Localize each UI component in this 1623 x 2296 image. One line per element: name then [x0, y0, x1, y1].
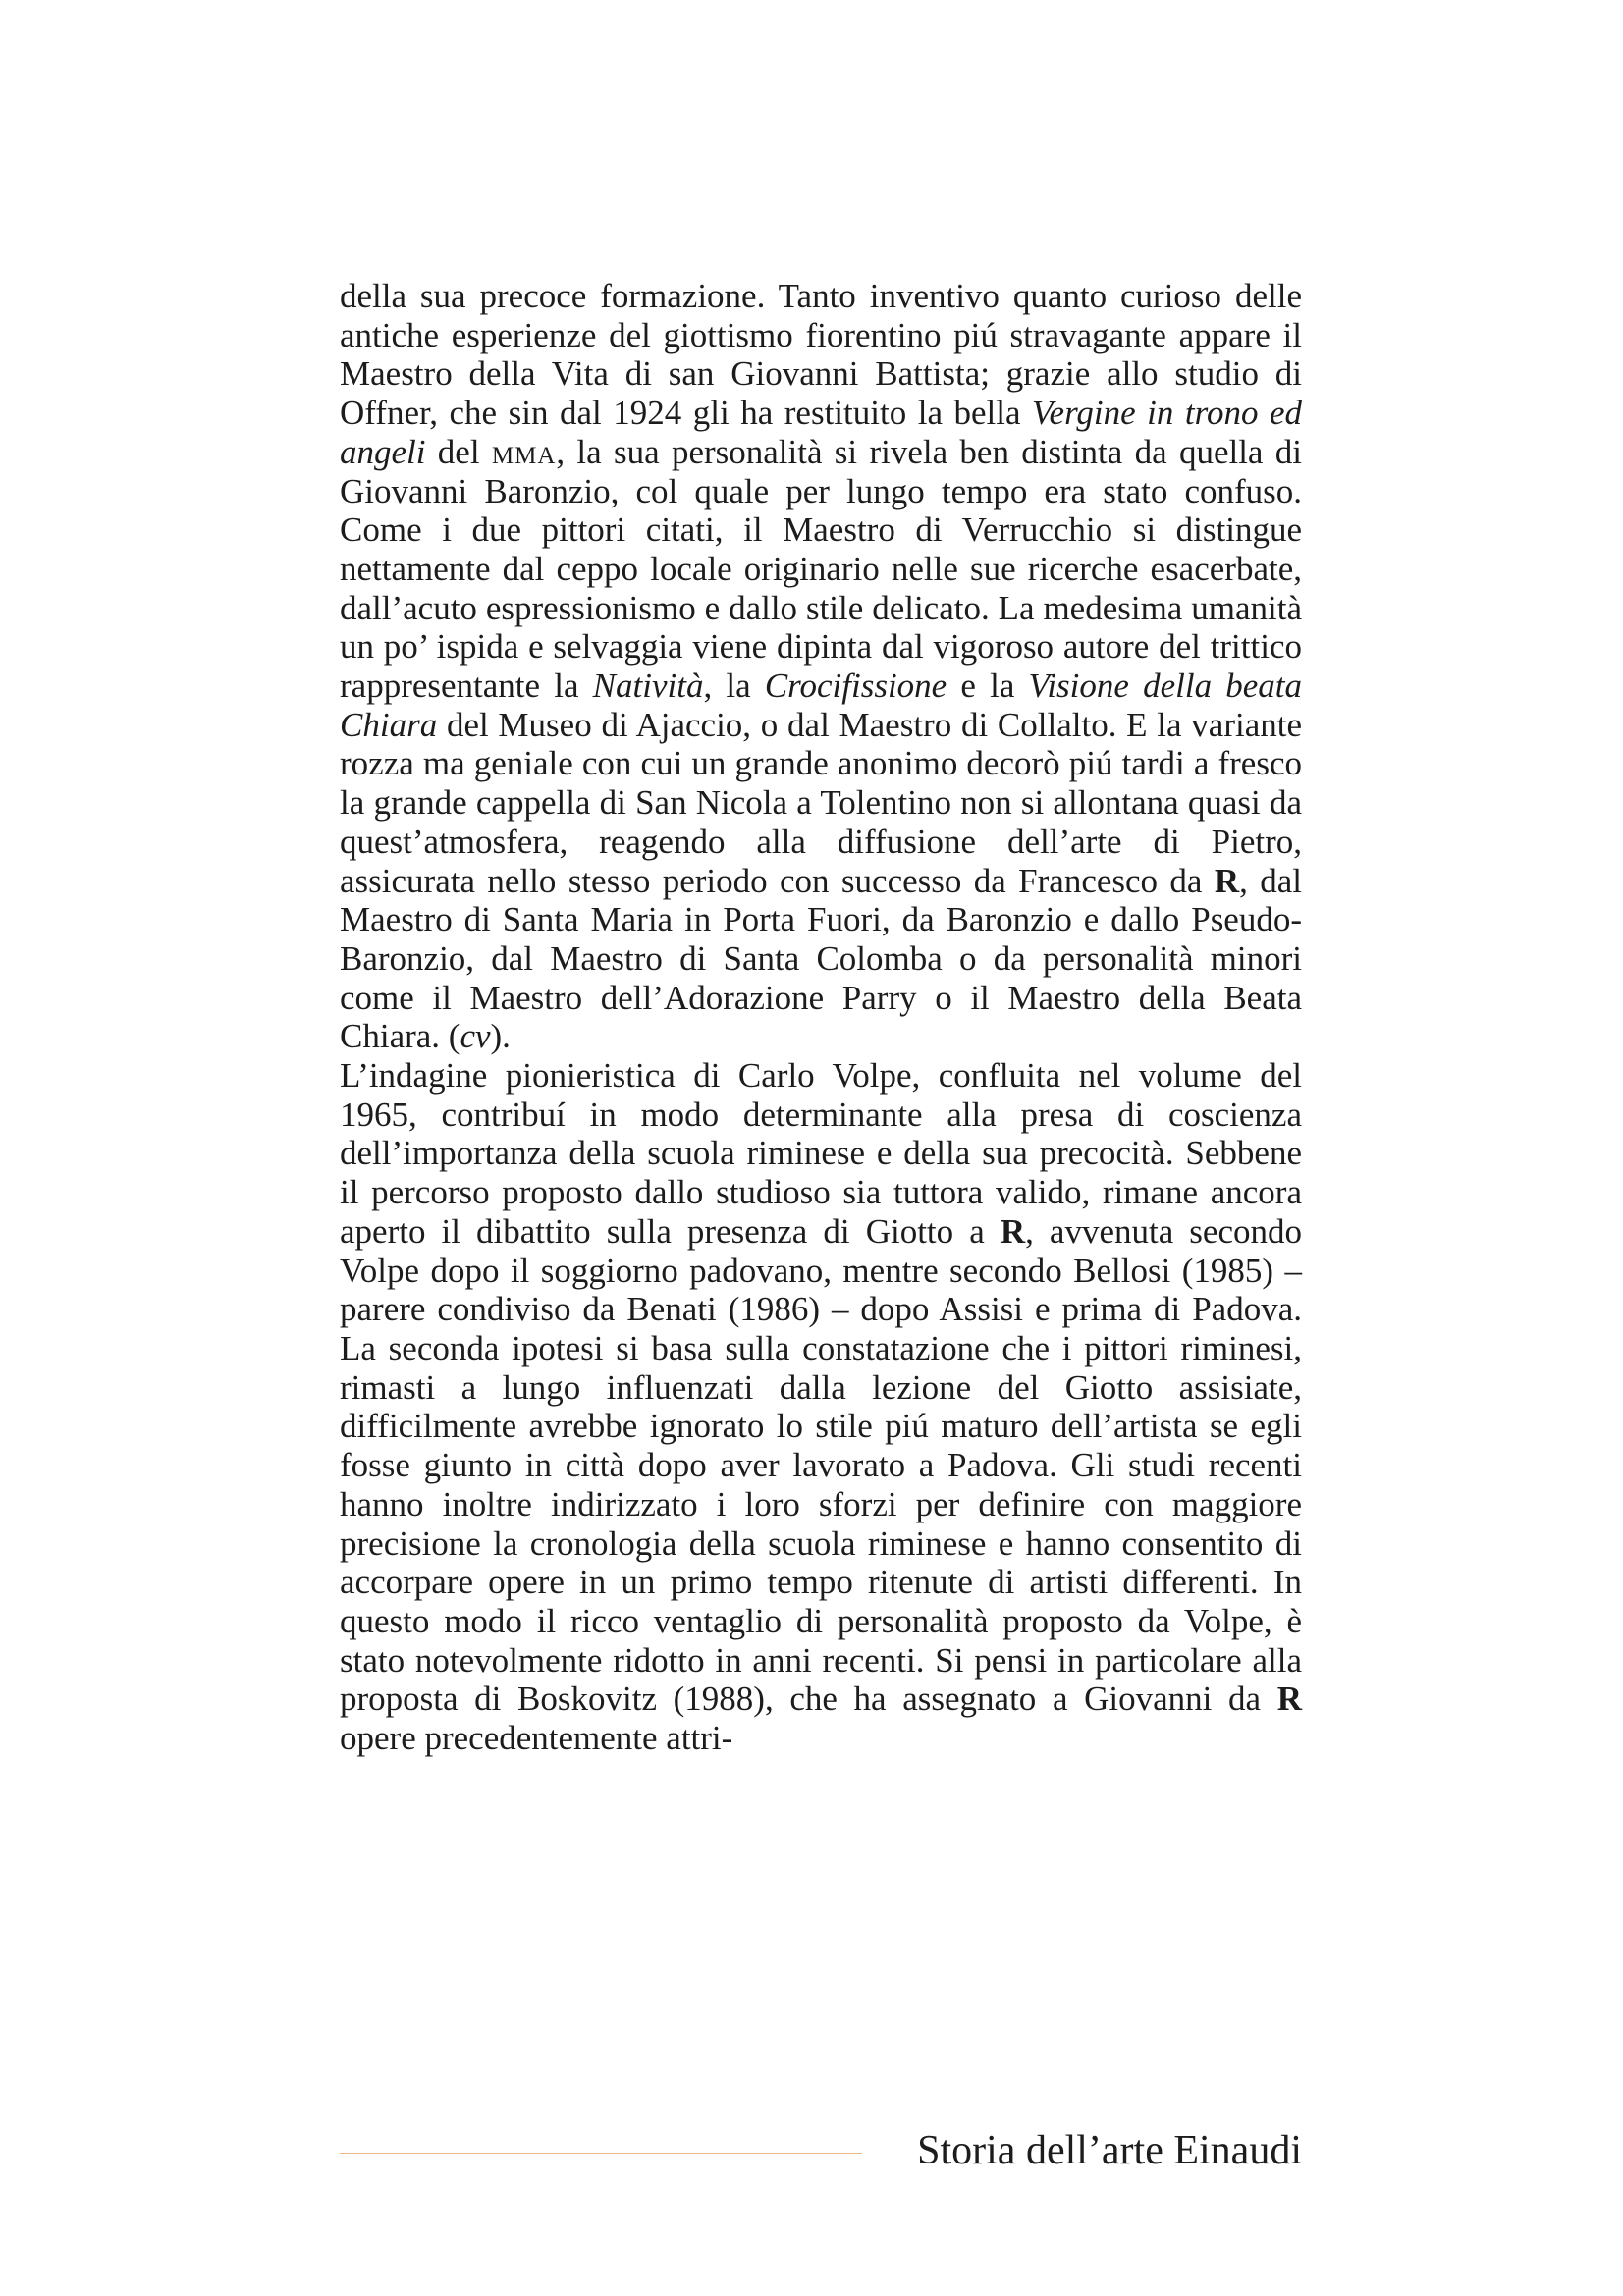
p1-text: del Museo di Ajaccio, o dal Maestro di Collalto. E la variante rozza ma geniale con cui un grande anonimo decorò piú tardi a fresco la grande cappella di San Nicola a Tolentino non si allontana quasi da quest’atmosfera, reagendo alla diffusione dell’arte di Pietro, assicurata nello stesso periodo con successo da Francesco da — [340, 705, 1302, 900]
paragraph-1 — [340, 277, 1302, 1056]
artwork-title: Crocifissione — [764, 667, 947, 706]
paragraph-2 — [340, 1056, 1302, 1758]
p1-text: e la — [947, 667, 1029, 706]
p1-text: della sua precoce formazione. Tanto inventivo quanto curioso delle antiche esperienze del giottismo fiorentino piú stravagante appare il Maestro della Vita di san Giovanni Battista; grazie allo studio di Offner, che sin dal 1924 gli ha restituito la bella — [340, 277, 1302, 433]
author-initials: cv — [460, 1017, 491, 1056]
p1-text: , dal Maestro di Santa Maria in Porta Fuori, da Baronzio e dallo Pseudo-Baronzio, dal Maestro di Santa Colomba o da personalità minori come il Maestro dell’Adorazione Parry o il Maestro della Beata Chiara. ( — [340, 861, 1302, 1056]
p1-text: , la sua personalità si rivela ben distinta da quella di Giovanni Baronzio, col quale per lungo tempo era stato confuso. Come i due pittori citati, il Maestro di Verrucchio si distingue nettamente dal ceppo locale originario nelle sue ricerche esacerbate, dall’acuto espressionismo e dallo stile delicato. La medesima umanità un po’ ispida e selvaggia viene dipinta dal vigoroso autore del trittico rappresentante la — [340, 432, 1302, 706]
body-text — [340, 277, 1302, 1758]
p1-text: ). — [490, 1017, 511, 1056]
museum-abbreviation: mma — [491, 432, 557, 471]
artwork-title: Vergine in trono ed angeli — [340, 394, 1303, 471]
footer-rule — [340, 2153, 862, 2154]
city-abbreviation: R — [1000, 1211, 1026, 1251]
artwork-title: Natività — [592, 667, 704, 706]
p2-text: , avvenuta secondo Volpe dopo il soggiorno padovano, mentre secondo Bellosi (1985) – parere condiviso da Benati (1986) – dopo Assisi e prima di Padova. La seconda ipotesi si basa sulla constatazione che i pittori riminesi, rimasti a lungo influenzati dalla lezione del Giotto assisiate, difficilmente avrebbe ignorato lo stile piú maturo dell’artista se egli fosse giunto in città dopo aver lavorato a Padova. Gli studi recenti hanno inoltre indirizzato i loro sforzi per definire con maggiore precisione la cronologia della scuola riminese e hanno consentito di accorpare opere in un primo tempo ritenute di artisti differenti. In questo modo il ricco ventaglio di personalità proposto da Volpe, è stato notevolmente ridotto in anni recenti. Si pensi in particolare alla proposta di Boskovitz (1988), che ha assegnato a Giovanni da — [340, 1211, 1302, 1719]
p2-text: L’indagine pionieristica di Carlo Volpe, confluita nel volume del 1965, contribuí in modo determinante alla presa di coscienza dell’importanza della scuola riminese e della sua precocità. Sebbene il percorso proposto dallo studioso sia tuttora valido, rimane ancora aperto il dibattito sulla presenza di Giotto a — [340, 1056, 1302, 1251]
artwork-title: Visione della beata Chiara — [340, 667, 1303, 744]
city-abbreviation: R — [1214, 861, 1240, 900]
p1-text: del — [425, 432, 492, 471]
p1-text: , la — [703, 667, 765, 706]
city-abbreviation: R — [1276, 1680, 1302, 1719]
p2-text: opere precedentemente attri- — [340, 1719, 733, 1758]
footer-title: Storia dell’arte Einaudi — [917, 2128, 1302, 2173]
